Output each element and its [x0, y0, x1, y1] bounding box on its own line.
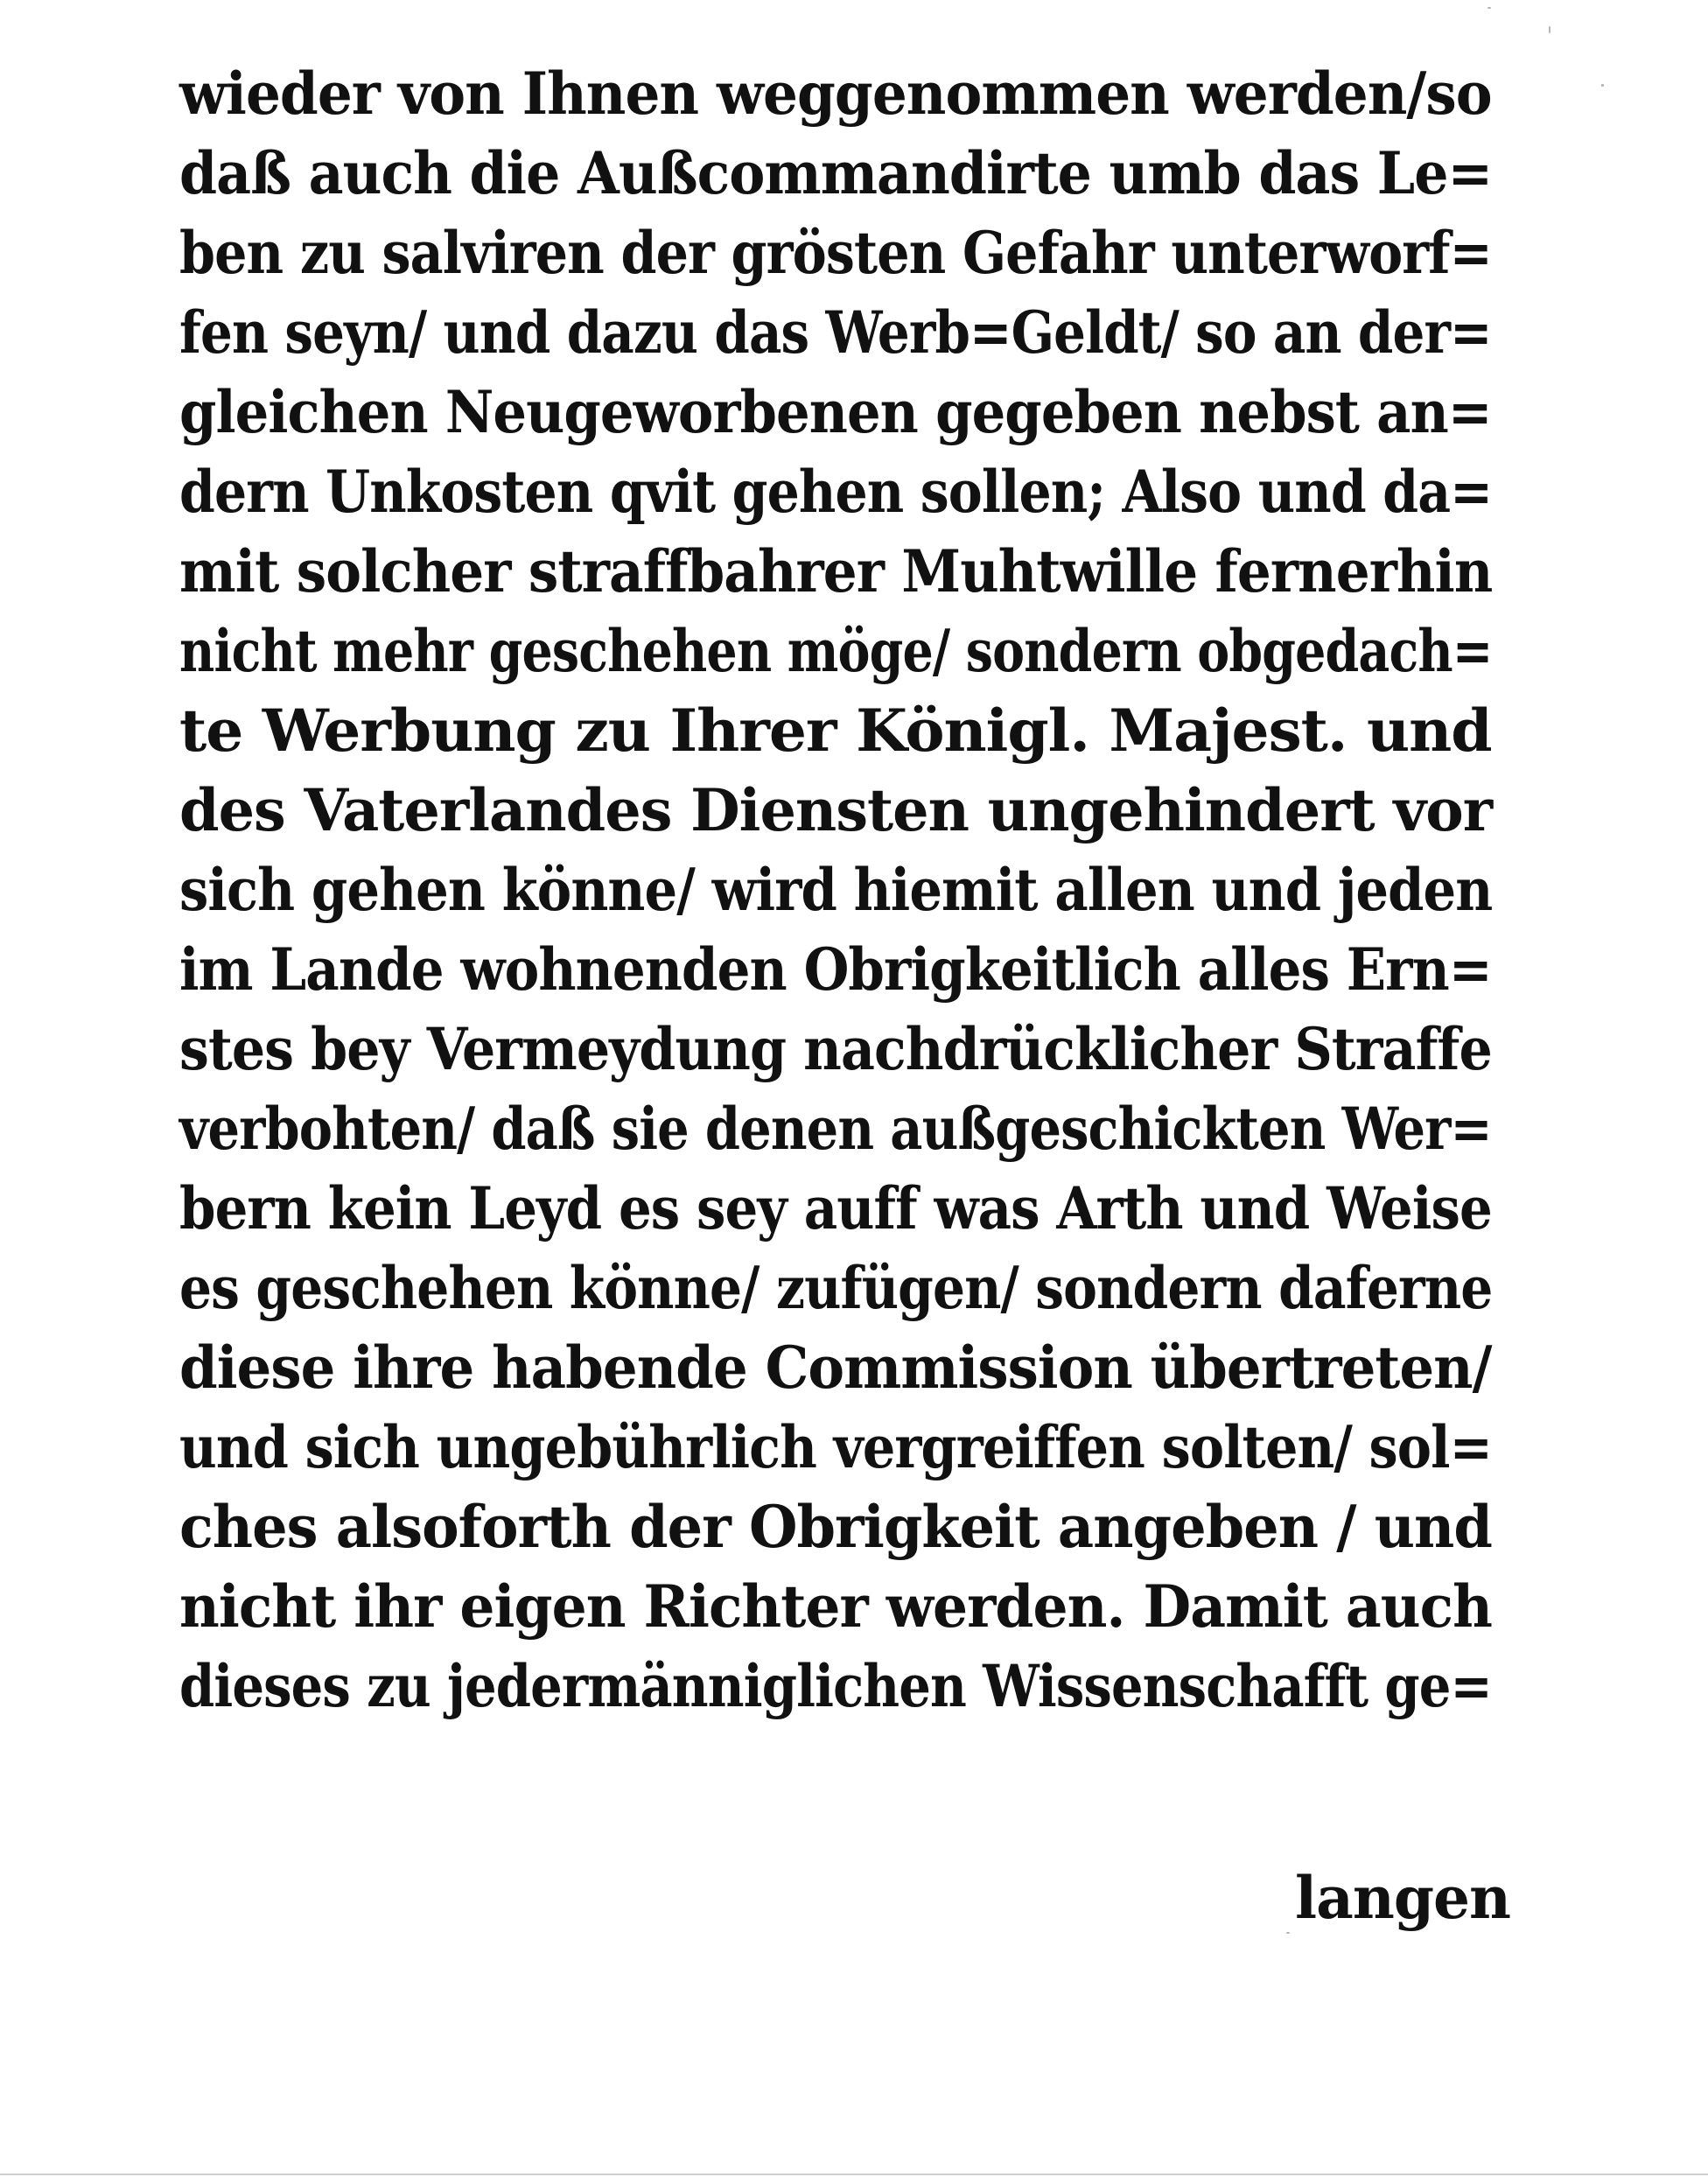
text-line: ben zu salviren der grösten Gefahr unterworf= — [179, 219, 1492, 287]
catchword: langen — [1295, 1864, 1510, 1932]
body-text — [179, 54, 1509, 1726]
scan-speck — [1549, 26, 1550, 33]
text-line: mit solcher straffbahrer Muhtwille fernerhin — [179, 537, 1493, 606]
text-line: nicht ihr eigen Richter werden. Damit auch — [179, 1572, 1492, 1641]
text-line: ches alsoforth der Obrigkeit angeben / und — [179, 1493, 1492, 1561]
scan-bottom-edge — [0, 2174, 1708, 2175]
text-line: sich gehen könne/ wird hiemit allen und jeden — [179, 856, 1493, 924]
text-line: stes bey Vermeydung nachdrücklicher Straffe — [179, 1015, 1492, 1083]
text-line: wieder von Ihnen weggenommen werden/so — [179, 60, 1492, 128]
text-line: dern Unkosten qvit gehen sollen; Also und da= — [179, 458, 1493, 526]
scan-speck — [1601, 84, 1604, 87]
text-line: dieses zu jedermänniglichen Wissenschafft ge= — [179, 1652, 1492, 1720]
text-line: im Lande wohnenden Obrigkeitlich alles Ern= — [179, 935, 1492, 1004]
text-line: bern kein Leyd es sey auff was Arth und Weise — [179, 1174, 1492, 1242]
scan-speck — [1286, 1932, 1290, 1934]
text-line: fen seyn/ und dazu das Werb=Geldt/ so an der= — [179, 298, 1492, 367]
text-line: es geschehen könne/ zufügen/ sondern daferne — [179, 1254, 1493, 1322]
text-line: des Vaterlandes Diensten ungehindert vor — [179, 776, 1493, 844]
text-line: daß auch die Außcommandirte umb das Le= — [179, 139, 1493, 207]
scan-speck — [1488, 7, 1491, 9]
text-line: verbohten/ daß sie denen außgeschickten Wer= — [179, 1095, 1492, 1163]
text-line: diese ihre habende Commission übertreten/ — [179, 1334, 1492, 1402]
text-line: nicht mehr geschehen möge/ sondern obgedach= — [179, 617, 1493, 685]
text-line: und sich ungebührlich vergreiffen solten/ sol= — [179, 1413, 1492, 1481]
text-line: te Werbung zu Ihrer Königl. Majest. und — [179, 696, 1492, 765]
text-line: gleichen Neugeworbenen gegeben nebst an= — [179, 378, 1492, 446]
